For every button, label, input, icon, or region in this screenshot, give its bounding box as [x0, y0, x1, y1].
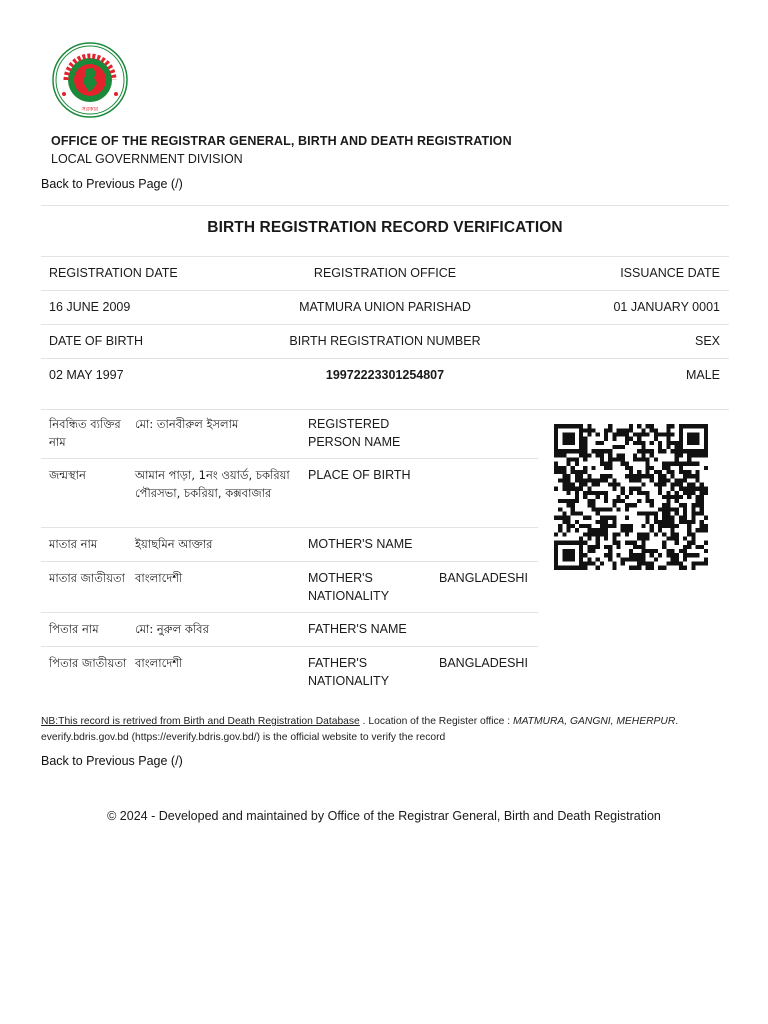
registration-meta-table [41, 256, 729, 410]
bn-label: মাতার নাম [49, 537, 98, 551]
table-row [41, 562, 538, 613]
note-text: . Location of the Register office : [359, 716, 513, 727]
qr-code [554, 424, 708, 570]
label-date-of-birth: DATE OF BIRTH [49, 334, 143, 348]
meta-row [41, 256, 729, 290]
page-title: BIRTH REGISTRATION RECORD VERIFICATION [207, 219, 563, 236]
bn-value: আমান পাড়া, 1নং ওয়ার্ড, চকরিয়া পৌরসভা, চকরিয়া, কক্সবাজার [135, 468, 290, 500]
government-emblem-logo [52, 42, 128, 118]
value-date-of-birth: 02 MAY 1997 [49, 368, 124, 382]
bn-value: মো: নুরুল কবির [135, 622, 209, 636]
label-issuance-date: ISSUANCE DATE [620, 266, 720, 280]
en-label: PLACE OF BIRTH [308, 468, 411, 482]
value-registration-office: MATMURA UNION PARISHAD [299, 300, 471, 314]
bn-label: নিবন্ধিত ব্যক্তির নাম [49, 417, 121, 449]
bn-label: পিতার জাতীয়তা [49, 656, 127, 670]
value-birth-registration-number: 19972223301254807 [325, 368, 445, 382]
meta-row [41, 290, 729, 324]
table-row [41, 613, 538, 647]
table-row [41, 528, 538, 562]
verification-note [41, 714, 729, 746]
en-label: FATHER'S NATIONALITY [308, 656, 390, 688]
en-label: REGISTERED PERSON NAME [308, 417, 401, 449]
en-label: FATHER'S NAME [308, 622, 407, 636]
meta-row [41, 358, 729, 410]
table-row [41, 647, 538, 697]
meta-row [41, 324, 729, 358]
register-office-location: MATMURA, GANGNI, MEHERPUR [513, 716, 676, 727]
bn-value: বাংলাদেশী [135, 656, 183, 670]
divider [41, 205, 729, 206]
en-value: BANGLADESHI [439, 571, 528, 585]
en-label: MOTHER'S NAME [308, 537, 413, 551]
bn-value: ইয়াছমিন আক্তার [135, 537, 213, 551]
en-label: MOTHER'S NATIONALITY [308, 571, 390, 603]
value-registration-date: 16 JUNE 2009 [49, 300, 131, 314]
person-details-table [41, 408, 538, 697]
nb-link[interactable]: NB:This record is retrived from Birth and Death Registration Database [41, 716, 360, 727]
value-sex: MALE [685, 368, 720, 382]
label-sex: SEX [694, 334, 720, 348]
office-division: LOCAL GOVERNMENT DIVISION [51, 152, 243, 166]
label-registration-office: REGISTRATION OFFICE [313, 266, 457, 280]
label-registration-date: REGISTRATION DATE [49, 266, 178, 280]
back-to-previous-link[interactable]: Back to Previous Page (/) [41, 754, 183, 768]
bn-value: মো: তানবীরুল ইসলাম [135, 417, 239, 431]
label-birth-registration-number: BIRTH REGISTRATION NUMBER [289, 334, 481, 348]
bn-label: মাতার জাতীয়তা [49, 571, 125, 585]
table-row [41, 459, 538, 528]
footer-copyright: © 2024 - Developed and maintained by Office of the Registrar General, Birth and Death Registration [107, 809, 661, 823]
bn-label: জন্মস্থান [49, 468, 86, 482]
note-text-2: . everify.bdris.gov.bd (https://everify.bdris.gov.bd/) is the official website to verify the record [41, 716, 679, 743]
bn-value: বাংলাদেশী [135, 571, 183, 585]
en-value: BANGLADESHI [439, 656, 528, 670]
table-row [41, 408, 538, 459]
bn-label: পিতার নাম [49, 622, 99, 636]
office-header [51, 132, 512, 168]
value-issuance-date: 01 JANUARY 0001 [613, 300, 720, 314]
svg-text:সরকার: সরকার [81, 106, 99, 113]
back-to-previous-link[interactable]: Back to Previous Page (/) [41, 177, 183, 191]
office-title: OFFICE OF THE REGISTRAR GENERAL, BIRTH AND DEATH REGISTRATION [51, 134, 512, 148]
